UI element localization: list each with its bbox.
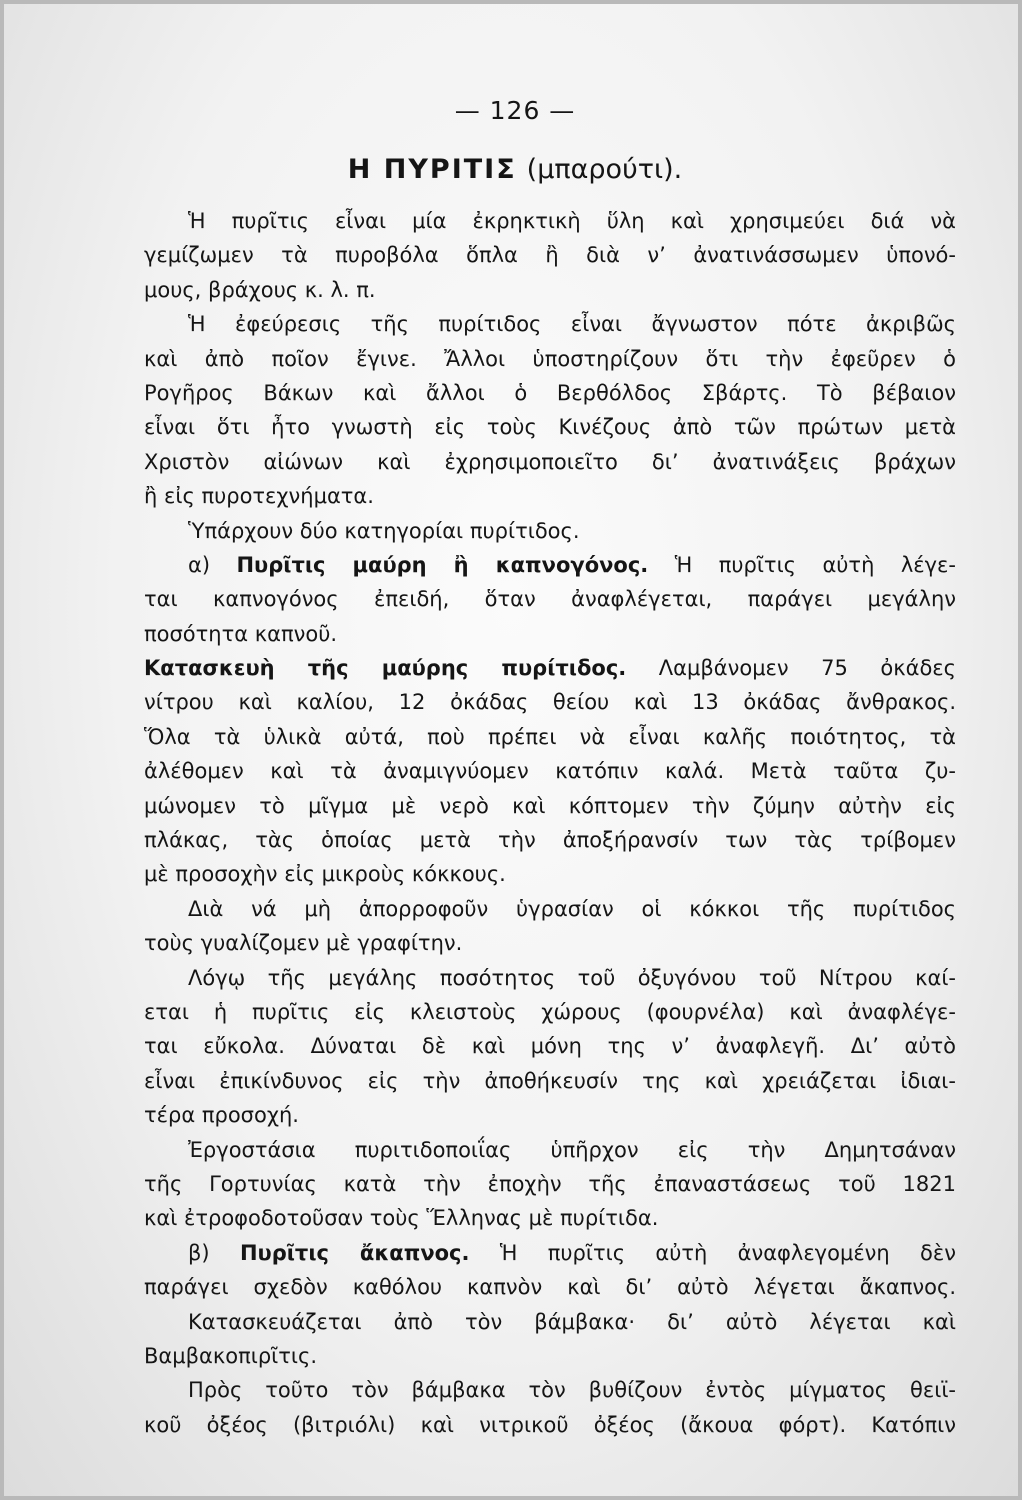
text-line: παράγει σχεδὸν καθόλου καπνὸν καὶ δι’ αὐτὸ λέγεται ἄκαπνος. [144, 1275, 956, 1300]
text-span: Λαμβάνομεν 75 ὀκάδες [658, 656, 956, 681]
subheading: Κατασκευὴ τῆς μαύρης πυρίτιδος. [144, 656, 627, 681]
text-line: Ρογῆρος Βάκων καὶ ἄλλοι ὁ Βερθόλδος Σβάρτς. Τὸ βέβαιον [144, 380, 956, 405]
text-line: εἶναι ἐπικίνδυνος εἰς τὴν ἀποθήκευσίν της καὶ χρειάζεται ἰδιαι- [144, 1068, 956, 1093]
text-line [144, 651, 956, 685]
section-title-main: Η ΠΥΡΙΤΙΣ [347, 154, 517, 185]
page-number: — 126 — [454, 96, 576, 125]
text-line: ἢ εἰς πυροτεχνήματα. [144, 484, 374, 509]
text-line: Λόγῳ τῆς μεγάλης ποσότητος τοῦ ὀξυγόνου τοῦ Νίτρου καί- [188, 965, 956, 990]
text-line: Ὑπάρχουν δύο κατηγορίαι πυρίτιδος. [188, 518, 580, 543]
text-line: νίτρου καὶ καλίου, 12 ὀκάδας θείου καὶ 13 ὀκάδας ἄνθρακος. [144, 690, 956, 715]
text-line: μὲ προσοχὴν εἰς μικροὺς κόκκους. [144, 862, 506, 887]
text-line: Ἐργοστάσια πυριτιδοποιΐας ὑπῆρχον εἰς τὴν Δημητσάναν [188, 1137, 956, 1162]
text-line: καὶ ἐτροφοδοτοῦσαν τοὺς Ἕλληνας μὲ πυρίτιδα. [144, 1206, 659, 1231]
text-line: Βαμβακοπιρῖτις. [144, 1343, 318, 1368]
text-line: Ἡ ἐφεύρεσις τῆς πυρίτιδος εἶναι ἄγνωστον πότε ἀκριβῶς [188, 312, 956, 337]
text-line: ἀλέθομεν καὶ τὰ ἀναμιγνύομεν κατόπιν καλά. Μετὰ ταῦτα ζυ- [144, 759, 956, 784]
text-span: Ἡ πυρῖτις αὐτὴ λέγε- [674, 552, 956, 577]
section-title [4, 154, 1022, 185]
text-line: κοῦ ὀξέος (βιτριόλι) καὶ νιτρικοῦ ὀξέος (ἄκουα φόρτ). Κατόπιν [144, 1412, 956, 1437]
text-line: Πρὸς τοῦτο τὸν βάμβακα τὸν βυθίζουν ἐντὸς μίγματος θειϊ- [188, 1378, 956, 1403]
text-span: Ἡ πυρῖτις αὐτὴ ἀναφλεγομένη δὲν [499, 1240, 956, 1265]
text-line: ται εὔκολα. Δύναται δὲ καὶ μόνη της ν’ ἀναφλεγῆ. Δι’ αὐτὸ [144, 1034, 956, 1059]
text-line: μους, βράχους κ. λ. π. [144, 277, 376, 302]
text-line: μώνομεν τὸ μῖγμα μὲ νερὸ καὶ κόπτομεν τὴν ζύμην αὐτὴν εἰς [144, 793, 956, 818]
text-line: εἶναι ὅτι ἦτο γνωστὴ εἰς τοὺς Κινέζους ἀπὸ τῶν πρώτων μετὰ [144, 415, 956, 440]
text-line: τέρα προσοχή. [144, 1103, 299, 1128]
subheading: Πυρῖτις ἄκαπνος. [239, 1240, 470, 1265]
text-line: ποσότητα καπνοῦ. [144, 621, 338, 646]
text-line: Ὅλα τὰ ὑλικὰ αὐτά, ποὺ πρέπει νὰ εἶναι καλῆς ποιότητος, τὰ [144, 724, 956, 749]
text-line: τοὺς γυαλίζομεν μὲ γραφίτην. [144, 931, 463, 956]
body-text [144, 204, 956, 1442]
text-line: ται καπνογόνος ἐπειδή, ὅταν ἀναφλέγεται, παράγει μεγάλην [144, 587, 956, 612]
text-line: πλάκας, τὰς ὁποίας μετὰ τὴν ἀποξήρανσίν των τὰς τρίβομεν [144, 828, 956, 853]
text-line [144, 1236, 956, 1270]
subheading: Πυρῖτις μαύρη ἢ καπνογόνος. [236, 552, 649, 577]
text-line: Διὰ νά μὴ ἀπορροφοῦν ὑγρασίαν οἱ κόκκοι τῆς πυρίτιδος [188, 896, 956, 921]
list-label: β) [188, 1240, 210, 1265]
text-line: Κατασκευάζεται ἀπὸ τὸν βάμβακα· δι’ αὐτὸ λέγεται καὶ [188, 1309, 956, 1334]
text-line: γεμίζωμεν τὰ πυροβόλα ὅπλα ἢ διὰ ν’ ἀνατινάσσωμεν ὑπονό- [144, 243, 956, 268]
text-line: Ἡ πυρῖτις εἶναι μία ἐκρηκτικὴ ὕλη καὶ χρησιμεύει διά νὰ [188, 209, 956, 233]
text-line [144, 548, 956, 582]
text-line: καὶ ἀπὸ ποῖον ἔγινε. Ἄλλοι ὑποστηρίζουν ὅτι τὴν ἐφεῦρεν ὁ [144, 346, 956, 371]
text-line: Χριστὸν αἰώνων καὶ ἐχρησιμοποιεῖτο δι’ ἀνατινάξεις βράχων [144, 449, 956, 474]
text-line: εται ἡ πυρῖτις εἰς κλειστοὺς χώρους (φουρνέλα) καὶ ἀναφλέγε- [144, 999, 956, 1024]
text-line: τῆς Γορτυνίας κατὰ τὴν ἐποχὴν τῆς ἐπαναστάσεως τοῦ 1821 [144, 1171, 956, 1196]
list-label: α) [188, 552, 211, 577]
section-title-paren: (μπαρούτι). [526, 154, 683, 185]
